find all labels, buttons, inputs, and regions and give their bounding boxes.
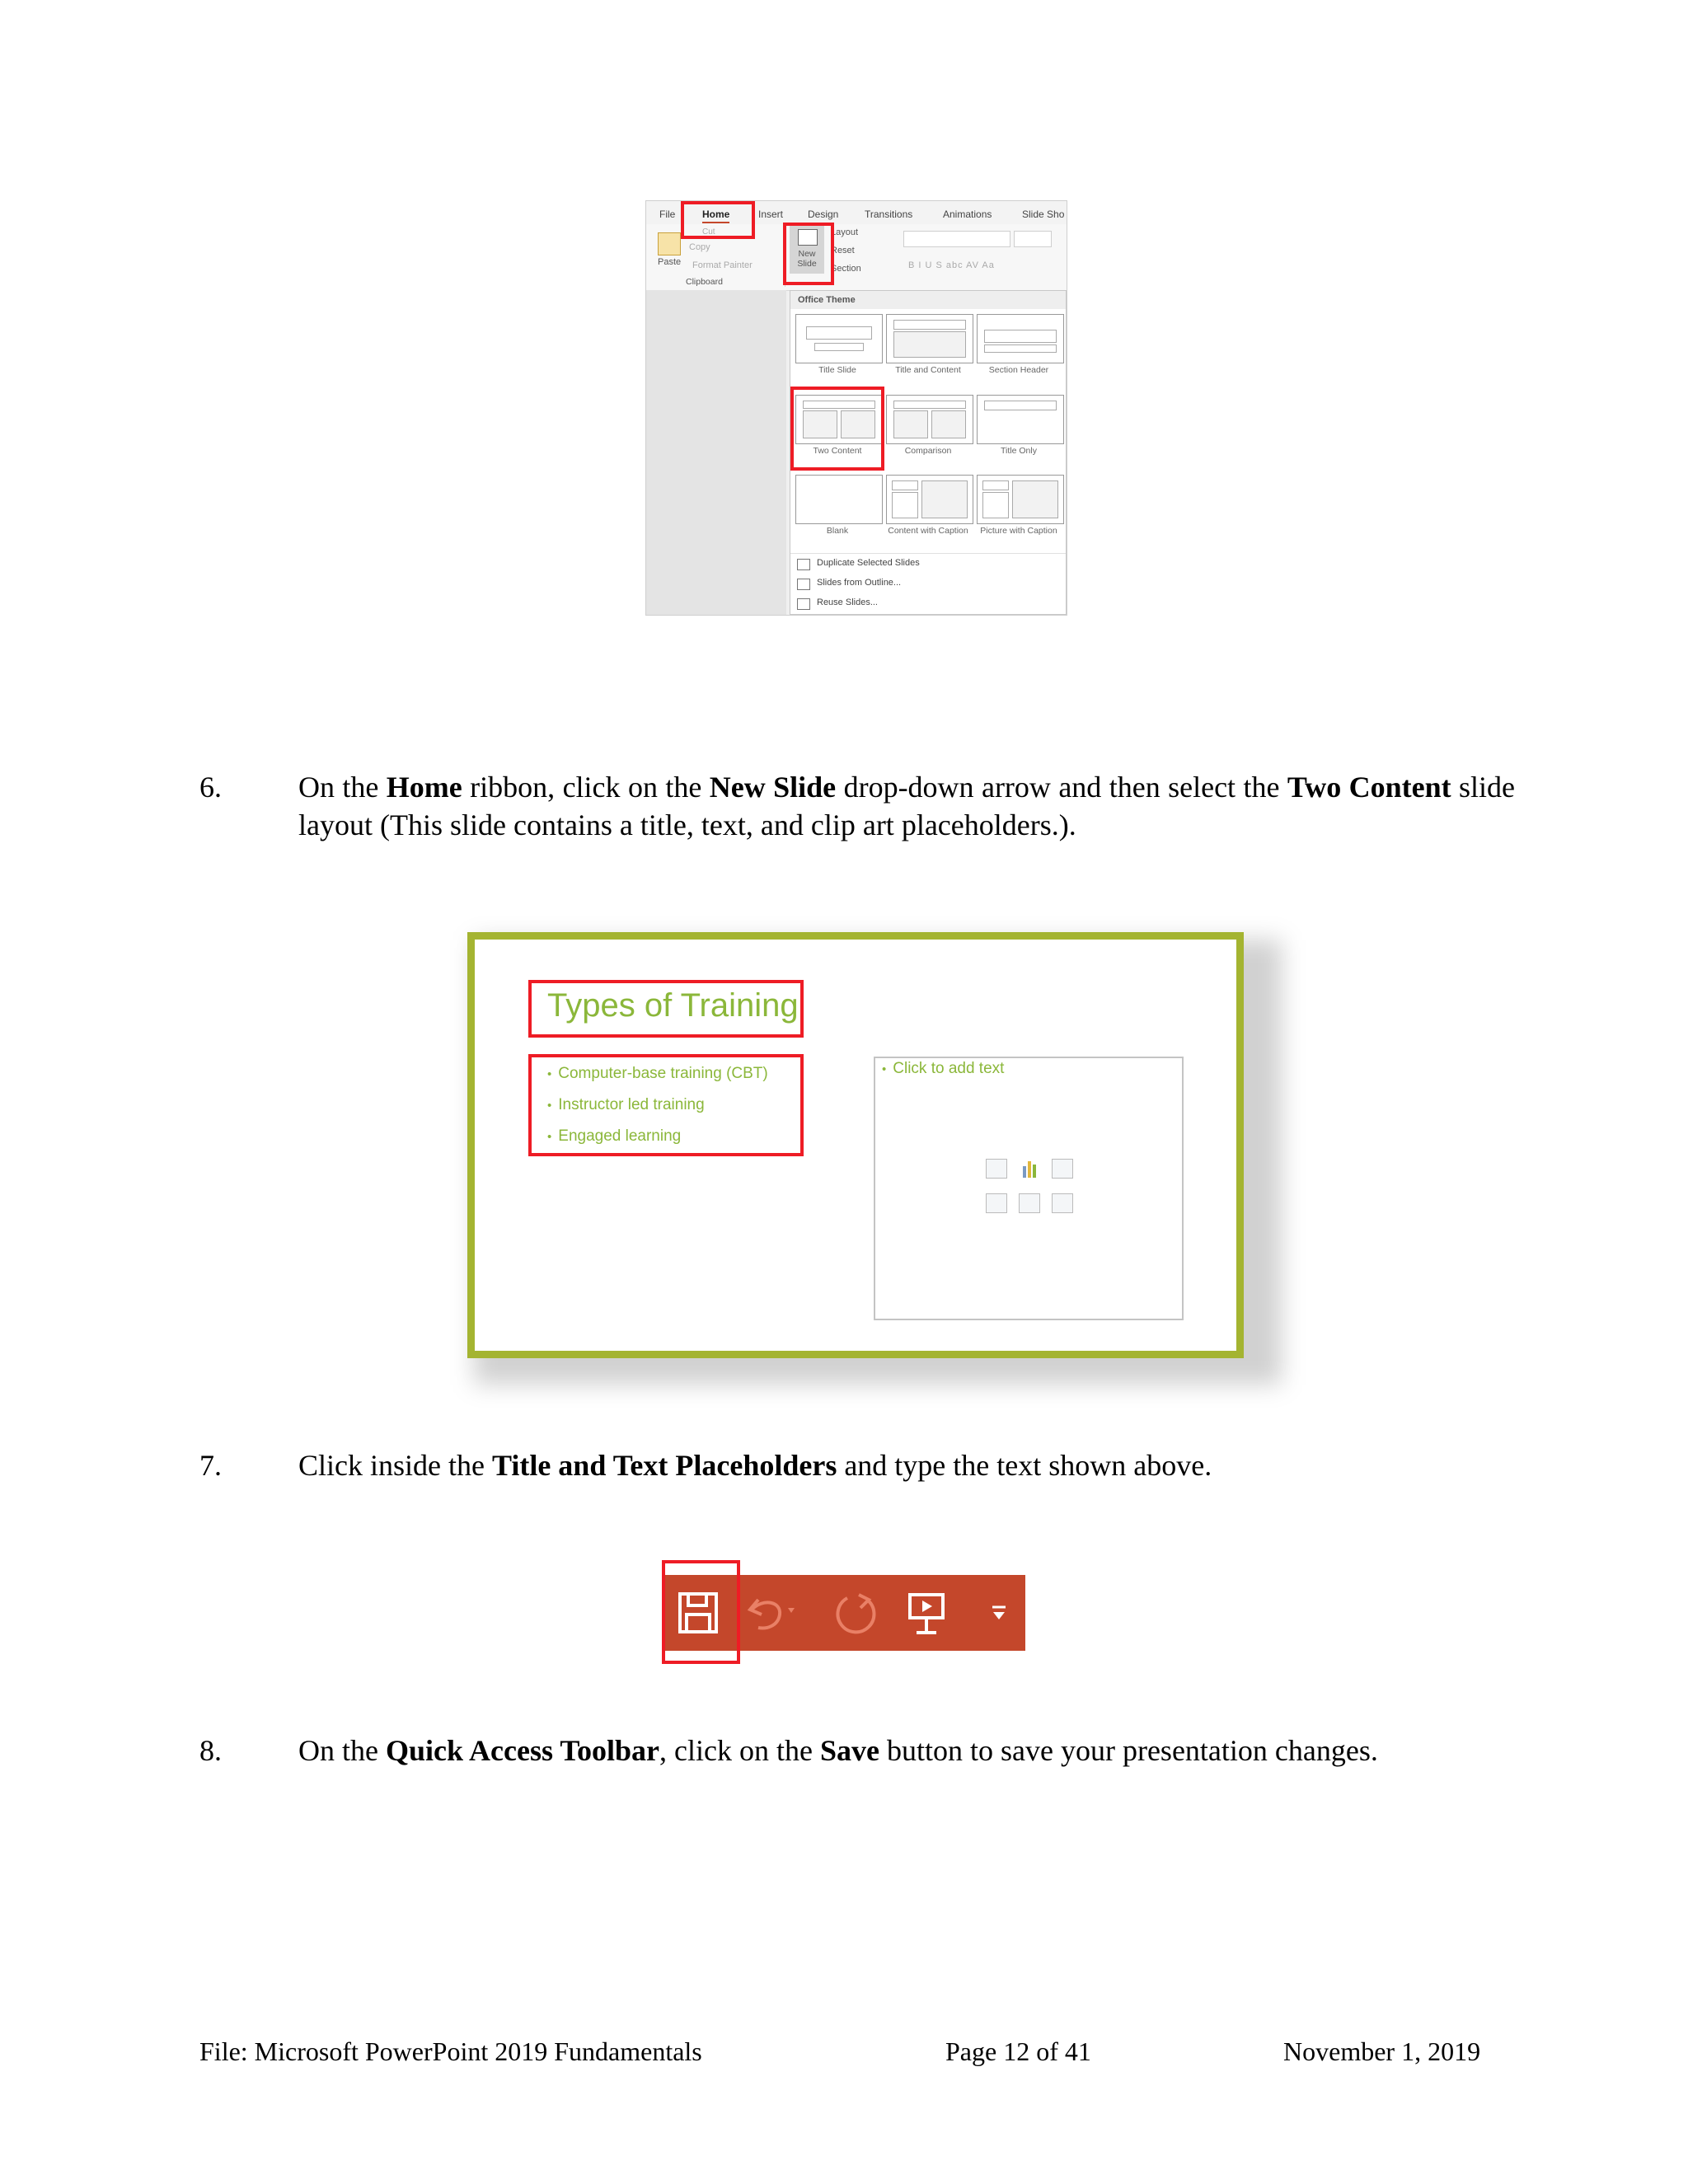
step-text-run: On the (298, 771, 387, 804)
menu-slides-from-outline[interactable]: Slides from Outline... (817, 578, 902, 588)
step-7-text (298, 1446, 1515, 1484)
layout-label: Two Content (813, 446, 862, 456)
highlight-save-button (662, 1560, 740, 1664)
layout-thumb-title-only[interactable] (977, 395, 1064, 444)
insert-chart-icon[interactable] (1019, 1159, 1040, 1179)
redo-icon[interactable] (834, 1591, 880, 1638)
section-button[interactable]: Section (831, 264, 861, 274)
ribbon-screenshot (645, 200, 1067, 616)
layout-button[interactable]: Layout (831, 227, 859, 237)
footer-page: Page 12 of 41 (945, 2036, 1091, 2066)
tab-file[interactable]: File (659, 209, 676, 220)
highlight-text-placeholder (528, 1054, 804, 1156)
layout-label: Title and Content (895, 365, 961, 375)
step-text-run: ribbon, click on the (462, 771, 710, 804)
tab-slide-show[interactable]: Slide Sho (1022, 209, 1065, 220)
step-text-run: , click on the (659, 1734, 820, 1767)
step-6-text (298, 768, 1515, 844)
step-text-run: On the (298, 1734, 386, 1767)
step-text-run: and type the text shown above. (837, 1449, 1212, 1482)
layout-thumb-blank[interactable] (795, 475, 883, 524)
insert-online-picture-icon[interactable] (1019, 1193, 1040, 1213)
footer-date: November 1, 2019 (1283, 2036, 1481, 2066)
layout-label: Content with Caption (888, 526, 968, 536)
tab-insert[interactable]: Insert (758, 209, 784, 220)
format-painter-label[interactable]: Format Painter (692, 260, 753, 270)
step-text-bold: Save (820, 1734, 879, 1767)
step-text-bold: Home (386, 771, 462, 804)
layout-thumb-section-header[interactable] (977, 314, 1064, 363)
slide-screenshot (467, 932, 1244, 1358)
step-text-run: slide layout (This slide contains a title, text, and clip art placeholders.). (298, 771, 1516, 841)
step-text-bold: Two Content (1287, 771, 1451, 804)
slide-thumbnail-pane (646, 290, 786, 615)
step-8-text (298, 1732, 1515, 1769)
layout-label: Blank (826, 526, 849, 536)
tab-transitions[interactable]: Transitions (865, 209, 913, 220)
reset-button[interactable]: Reset (831, 246, 855, 255)
menu-duplicate-selected-slides[interactable]: Duplicate Selected Slides (817, 558, 920, 568)
insert-table-icon[interactable] (986, 1159, 1007, 1179)
layout-thumb-comparison[interactable] (886, 395, 973, 444)
step-text-bold: Quick Access Toolbar (385, 1734, 660, 1767)
step-text-bold: Title and Text Placeholders (491, 1449, 837, 1482)
clipboard-group-label: Clipboard (686, 277, 723, 287)
content-placeholder[interactable] (874, 1057, 1184, 1320)
customize-qat-icon[interactable] (991, 1605, 1007, 1623)
insert-video-icon[interactable] (1052, 1193, 1073, 1213)
font-name-dropdown[interactable] (903, 231, 1010, 247)
layout-label: Comparison (904, 446, 952, 456)
highlight-home-tab (681, 201, 755, 239)
step-text-bold: New Slide (709, 771, 837, 804)
slide-bullet[interactable]: • Engaged learning (547, 1127, 681, 1146)
slide-title[interactable]: Types of Training (547, 987, 799, 1024)
layout-label: Section Header (988, 365, 1049, 375)
step-text-run: Click inside the (298, 1449, 492, 1482)
layout-thumb-picture-with-caption[interactable] (977, 475, 1064, 524)
menu-reuse-slides[interactable]: Reuse Slides... (817, 598, 878, 607)
footer-file: File: Microsoft PowerPoint 2019 Fundamentals (199, 2036, 702, 2066)
layout-thumb-title-slide[interactable] (795, 314, 883, 363)
menu-title: Office Theme (790, 291, 1066, 309)
step-text-run: button to save your presentation changes. (879, 1734, 1378, 1767)
insert-smartart-icon[interactable] (1052, 1159, 1073, 1179)
layout-thumb-content-with-caption[interactable] (886, 475, 973, 524)
step-text-run: drop-down arrow and then select the (836, 771, 1287, 804)
new-slide-label: New Slide (797, 249, 817, 269)
reuse-slides-icon (797, 598, 810, 610)
menu-divider (790, 553, 1066, 554)
slide-bullet[interactable]: • Instructor led training (547, 1096, 705, 1114)
step-number: 6. (199, 771, 222, 804)
font-format-buttons[interactable]: B I U S abc AV Aa (908, 260, 995, 270)
paste-label[interactable]: Paste (658, 257, 682, 267)
duplicate-slides-icon (797, 559, 810, 570)
placeholder-text: • Click to add text (882, 1060, 1004, 1078)
tab-design[interactable]: Design (808, 209, 839, 220)
start-from-beginning-icon[interactable] (907, 1591, 946, 1636)
slides-from-outline-icon (797, 579, 810, 590)
highlight-two-content (790, 387, 884, 471)
layout-label: Picture with Caption (980, 526, 1057, 536)
slide-bullet[interactable]: • Computer-base training (CBT) (547, 1065, 768, 1083)
undo-icon[interactable] (747, 1593, 798, 1634)
step-number: 7. (199, 1449, 222, 1482)
tab-home[interactable]: Home (702, 209, 729, 223)
highlight-new-slide (783, 223, 834, 285)
layout-label: Title Only (1001, 446, 1037, 456)
insert-picture-icon[interactable] (986, 1193, 1007, 1213)
step-number: 8. (199, 1734, 222, 1767)
layout-label: Title Slide (818, 365, 856, 375)
font-size-dropdown[interactable] (1014, 231, 1052, 247)
cut-label[interactable]: Cut (702, 227, 715, 237)
copy-label[interactable]: Copy (689, 242, 710, 252)
layout-thumb-title-and-content[interactable] (886, 314, 973, 363)
tab-animations[interactable]: Animations (943, 209, 992, 220)
highlight-title-placeholder (528, 980, 804, 1038)
paste-icon[interactable] (658, 232, 681, 255)
